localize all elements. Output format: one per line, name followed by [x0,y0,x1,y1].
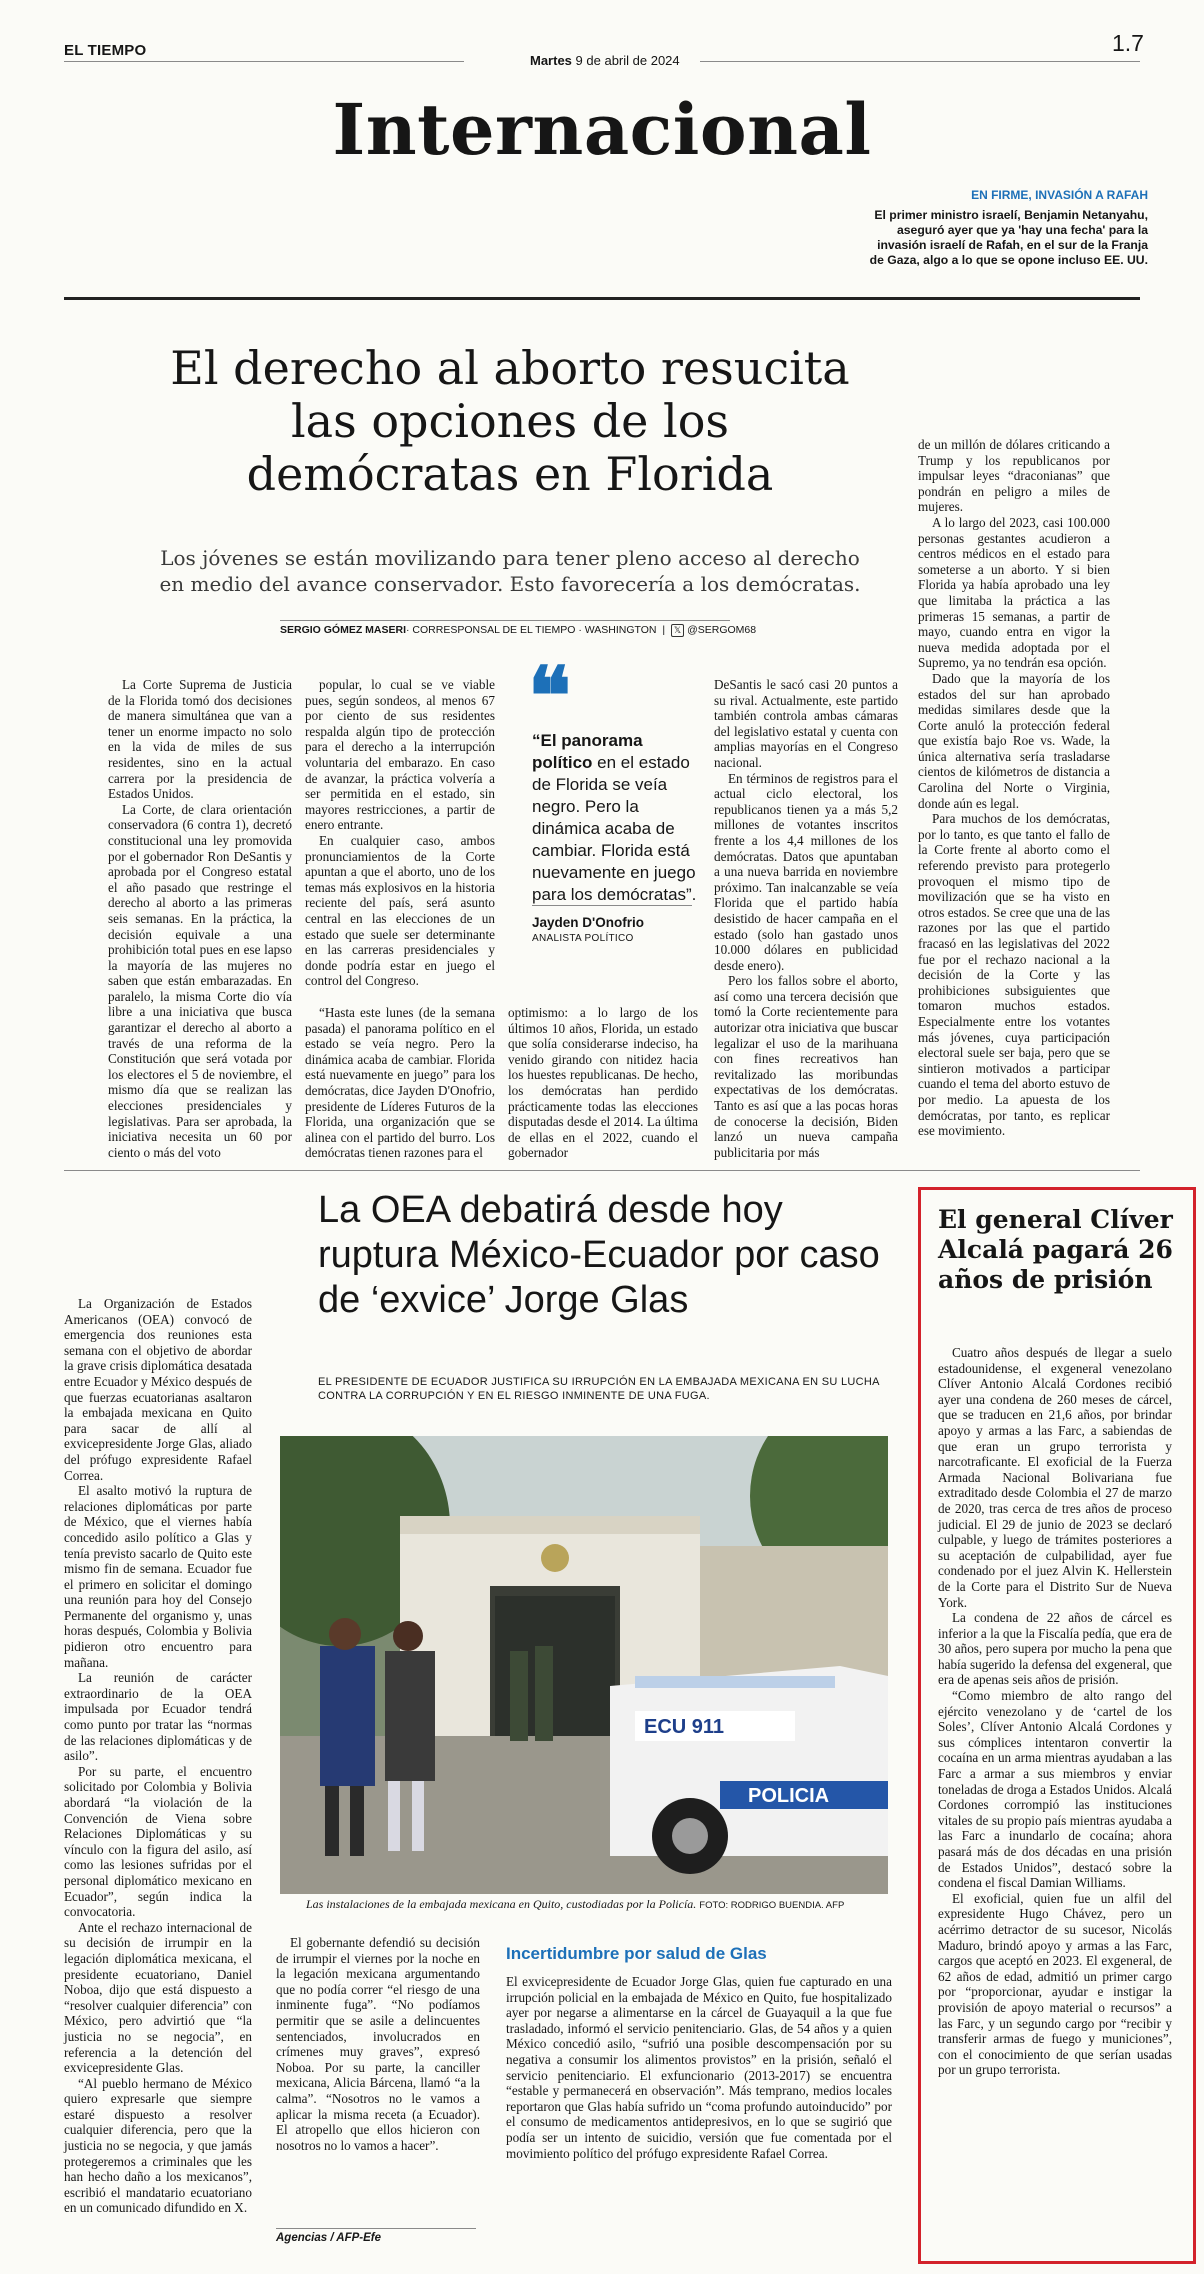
byline-handle: @SERGOM68 [687,624,757,636]
paragraph: Dado que la mayoría de los estados del sur han aprobado medidas similares desde que la Corte anuló la protección federal que existía bajo Roe vs. Wade, la única alternativa sería trasladarse cientos de kilómetros de distancia a Carolina del Norte o Virginia, donde aún es legal. [918,670,1110,811]
quote-author: Jayden D'Onofrio [532,915,644,930]
photo-caption [306,1897,886,1912]
byline-role: · CORRESPONSAL DE EL TIEMPO · WASHINGTON [406,624,657,636]
story1-column-3b [508,1005,698,1161]
story1-column-4 [714,677,898,1160]
paragraph: “Al pueblo hermano de México quiero expresarle que siempre estaré dispuesto a resolver cualquier diferencia, pero que la justicia no se negocia, y que jamás protegeremos a criminales que les han hecho daño a los mexicanos”, escribió el mandatario ecuatoriano en un comunicado difundido en X. [64,2075,252,2216]
photo-sign-ecu911: ECU 911 [644,1716,725,1738]
paragraph: El gobernante defendió su decisión de irrumpir el viernes por la noche en la legación mexicana argumentando que no podía correr “el riesgo de una inminente fuga”. “No podíamos permitir que se asile a delincuentes sentenciados, involucrados en crímenes muy graves”, expresó Noboa. Por su parte, la canciller mexicana, Alicia Bárcena, llamó “a la calma”. “Nosotros no le vamos a aplicar la misma receta (a Ecuador). El atropello que ellos hicieron con nosotros no lo vamos a hacer”. [276,1935,480,2153]
pull-quote [532,730,702,906]
sidebar-title: Incertidumbre por salud de Glas [506,1944,767,1963]
paragraph: DeSantis le sacó casi 20 puntos a su rival. Actualmente, este partido también controla ambas cámaras del legislativo estatal y cuenta con amplias mayorías en el Congreso nacional. [714,677,898,770]
paper-name: EL TIEMPO [64,42,147,59]
paragraph: popular, lo cual se ve viable pues, según sondeos, al menos 67 por ciento de sus residentes respalda algún tipo de protección para el derecho a la interrupción voluntaria del embarazo. En caso de avanzar, la práctica volvería a ser permitida en el estado, sin mayores restricciones, a partir de enero entrante. [305,677,495,833]
paragraph: El asalto motivó la ruptura de relaciones diplomáticas por parte de México, que el viernes había concedido asilo político a Glas y tenía previsto sacarlo de Quito este mismo fin de semana. Ecuador fue el primero en solicitar el domingo una reunión para hoy del Consejo Permanente del organismo y, unas horas después, Colombia y Bolivia pidieron otro encuentro para mañana. [64,1483,252,1670]
x-logo-icon: 𝕏 [671,624,684,637]
story1-column-1 [108,677,292,1160]
paragraph: “Hasta este lunes (de la semana pasada) el panorama político en el estado se veía negro. Pero la dinámica acaba de cambiar. Florida está nuevamente en juego” para los demócratas, dice Jayden D'Onofrio, presidente de Líderes Futuros de la Florida, una organización que se alinea con el partido del burro. Los demócratas tienen razones para el [305,1005,495,1161]
story1-column-5 [918,437,1110,1139]
paragraph: En términos de registros para el actual ciclo electoral, los republicanos tienen ya a más 5,2 millones de votantes inscritos frente a los 4,4 millones de los demócratas. Datos que apuntaban a una nueva barrida en noviembre próximo. Tan inalcanzable se veía Florida que el partido había desistido de hacer campaña en el estado (solo han gastado unos 10.000 dólares en publicidad desde enero). [714,770,898,973]
story-divider [64,1170,1140,1171]
quote-mark-icon: ❝ [528,649,572,743]
embassy-photo [280,1436,888,1894]
byline-rule [280,620,730,621]
paragraph: En cualquier caso, ambos pronunciamientos de la Corte apuntan a que el aborto, uno de los temas más explosivos en la historia reciente del país, será asunto central en las elecciones de un estado que suele ser determinante en las carreras presidenciales y donde podría estar en juego el control del Congreso. [305,832,495,989]
paragraph: La Organización de Estados Americanos (OEA) convocó de emergencia dos reuniones esta semana con el objetivo de abordar la grave crisis diplomática desatada entre Ecuador y México después de que fuerzas ecuatorianas asaltaron la embajada mexicana en Quito para sacar de allí al exvicepresidente Jorge Glas, aliado del prófugo expresidente Rafael Correa. [64,1296,252,1483]
paragraph: A lo largo del 2023, casi 100.000 personas gestantes acudieron a centros médicos en el estado para someterse a un aborto. Y si bien Florida ya había aprobado una ley que limitaba la práctica a las primeras 15 semanas, a partir de mayo, cuando entra en vigor la nueva medida adoptada por el Supremo, ya no tendrán esa opción. [918,514,1110,671]
date-line [530,53,680,68]
photo-sign-policia: POLICIA [748,1785,830,1807]
quote-role: ANALISTA POLÍTICO [532,933,634,944]
quote-rule [532,905,692,906]
pull-quote-rest: en el estado de Florida se veía negro. Pero la dinámica acaba de cambiar. Florida está nuevamente en juego para los demócratas”. [532,753,697,904]
paragraph: La reunión de carácter extraordinario de la OEA impulsada por Ecuador tendrá como punto por tratar las “normas de las relaciones diplomáticas y de asilo”. [64,1670,252,1764]
brief-text: El primer ministro israelí, Benjamin Netanyahu, aseguró ayer que ya 'hay una fecha' para la invasión israelí de Rafah, en el sur de la Franja de Gaza, algo a lo que se opone incluso EE. UU. [869,208,1148,267]
story1-subhead: Los jóvenes se están movilizando para tener pleno acceso al derecho en medio del avance conservador. Esto favorecería a los demócratas. [159,546,861,596]
story3-body [938,1345,1172,2078]
paragraph: Por su parte, el encuentro solicitado por Colombia y Bolivia abordará “la violación de la Convención de Viena sobre Relaciones Diplomáticas y su vínculo con la figura del asilo, así como las lesiones sufridas por el personal diplomático mexicano en Ecuador”, según indica la convocatoria. [64,1763,252,1920]
story1-column-2b [305,1005,495,1161]
story2-deck: EL PRESIDENTE DE ECUADOR JUSTIFICA SU IRRUPCIÓN EN LA EMBAJADA MEXICANA EN SU LUCHA CONTRA LA CORRUPCIÓN Y EN EL RIESGO INMINENTE DE UNA FUGA. [318,1376,880,1402]
section-title: Internacional [332,88,872,171]
story1-column-2 [305,677,495,989]
agencies-rule [276,2228,476,2229]
paragraph: optimismo: a lo largo de los últimos 10 años, Florida, un estado que solía considerarse indeciso, ha venido girando con nitidez hacia los huestes republicanas. De hecho, los demócratas han perdido prácticamente todas las elecciones disputadas desde el 2014. La última de ellas en el 2022, cuando el gobernador [508,1005,698,1161]
header-rule-left [64,61,464,62]
pull-quote-bold: “El panorama político [532,731,643,772]
paragraph: El exoficial, quien fue un alfil del expresidente Hugo Chávez, pero un acérrimo detractor de su sucesor, Nicolás Maduro, brindó apoyo y armas a las Farc, cargos que aceptó en 2023. El exgeneral, de 62 años de edad, admitió un primer cargo por “proporcionar, ayudar e instigar la provisión de apoyo material o recursos” a las Farc, y un segundo cargo por “recibir y transferir armas de fuego y municiones”, con el conocimiento de que serían usadas por un grupo terrorista. [938,1890,1172,2078]
paragraph: de un millón de dólares criticando a Trump y los republicanos por impulsar leyes “draconianas” que pondrán en peligro a miles de mujeres. [918,437,1110,515]
date-day: Martes [530,53,572,68]
embassy-photo-illustration [280,1436,888,1894]
paragraph: Para muchos de los demócratas, por lo tanto, es que tanto el fallo de la Corte frente al aborto como el referendo previsto para protegerlo provoquen el mismo tipo de movilización que se ha visto en otros estados. Se cree que una de las razones por las que el partido fracasó en las legislativas del 2022 fue por el rechazo nacional a la decisión de la Corte y las prohibiciones subsiguientes que tomaron muchos estados. Especialmente entre los votantes más jóvenes, cuya participación electoral suele ser baja, pero que se sintieron motivados a participar cuando el tema del aborto estuvo de por medio. La apuesta de los demócratas, por tanto, es replicar ese movimiento. [918,811,1110,1139]
paragraph: Ante el rechazo internacional de su decisión de irrumpir en la legación diplomática mexicana, el presidente ecuatoriano, Daniel Noboa, dijo que está dispuesto a “resolver cualquier diferencia” con México, pero advirtió que “la justicia no se negocia”, en referencia a la detención del exvicepresidente Glas. [64,1919,252,2076]
story3-headline: El general Clíver Alcalá pagará 26 años de prisión [938,1205,1173,1294]
paragraph: La condena de 22 años de cárcel es inferior a la que la Fiscalía pedía, que era de 30 años, pero supera por mucho la pena que había sugerido la defensa del exgeneral, que era de apenas seis años de prisión. [938,1610,1172,1688]
byline-name: SERGIO GÓMEZ MASERI [280,624,407,636]
story2-column-2 [276,1935,480,2153]
paragraph: Cuatro años después de llegar a suelo estadounidense, el exgeneral venezolano Clíver Antonio Alcalá Cordones recibió ayer una condena de 260 meses de cárcel, que se traducen en 21,6 años, por brindar apoyo y armas a las Farc, a sabiendas de que eran un grupo terrorista y narcotraficante. El exoficial de la Fuerza Armada Nacional Bolivariana fue extraditado desde Colombia el 27 de marzo de 2020, tras cerca de tres años de proceso judicial. El 29 de junio de 2023 se declaró culpable, y luego de trámites posteriores a su aceptación de culpabilidad, ayer fue condenado por el juez Alvin K. Hellerstein de la Corte para el Distrito Sur de Nueva York. [938,1345,1172,1610]
date-rest: 9 de abril de 2024 [575,53,680,68]
photo-credit: FOTO: RODRIGO BUENDIA. AFP [699,1900,845,1911]
story2-agencies: Agencias / AFP-Efe [276,2232,382,2244]
header-rule-right [700,61,1140,62]
page-number: 1.7 [1112,30,1144,56]
story1-byline: SERGIO GÓMEZ MASERI· CORRESPONSAL DE EL TIEMPO · WASHINGTON | 𝕏 @SERGOM68 [280,624,757,636]
paragraph: La Corte, de clara orientación conservadora (6 contra 1), decretó constitucional una ley promovida por el gobernador Ron DeSantis y aprobada por el Congreso estatal el año pasado que restringe el derecho al aborto a las primeras seis semanas. En la práctica, la decisión equivale a una prohibición total pues en ese lapso la mayoría de las mujeres no saben que están embarazadas. En paralelo, la misma Corte dio vía libre a una iniciativa que busca garantizar el derecho al aborto a través de una reforma de la Constitución que será votada por los electores el 5 de noviembre, el mismo día que se realizan las elecciones presidenciales y legislativas. Para ser aprobada, la iniciativa necesita un 60 por ciento o más del voto [108,801,292,1160]
paragraph: La Corte Suprema de Justicia de la Florida tomó dos decisiones de manera simultánea que van a tener un enorme impacto no solo en la vida de miles de sus residentes, sino en la actual carrera por la presidencia de Estados Unidos. [108,677,292,802]
section-divider [64,297,1140,300]
paragraph: Pero los fallos sobre el aborto, así como una tercera decisión que tomó la Corte recientemente para autorizar otra iniciativa que buscar legalizar el uso de la marihuana con fines recreativos han revitalizado las moribundas expectativas de los demócratas. Tanto es así que a las pocas horas de conocerse la decisión, Biden lanzó un nueva campaña publicitaria por más [714,973,898,1160]
story2-column-1 [64,1296,252,2216]
photo-caption-text: Las instalaciones de la embajada mexicana en Quito, custodiadas por la Policía. [306,1897,697,1911]
story1-headline: El derecho al aborto resucita las opciones de los demócratas en Florida [170,341,850,501]
paragraph: “Como miembro de alto rango del ejército venezolano y de ‘cartel de los Soles’, Clíver Antonio Alcalá Cordones y sus cómplices intentaron convertir la cocaína en un arma mientras ayudaban a las Farc a armar a sus miembros y enviar toneladas de droga a Estados Unidos. Alcalá Cordones corrompió las instituciones vitales de su propio país mientras ayudaba a las Farc a inundarlo de cocaína; ahora pasará más de dos décadas en una prisión de Estados Unidos”, destacó sobre la condena el fiscal Damian Williams. [938,1688,1173,1891]
brief-kicker: EN FIRME, INVASIÓN A RAFAH [971,188,1148,202]
story2-headline: La OEA debatirá desde hoy ruptura México-Ecuador por caso de ‘exvice’ Jorge Glas [318,1189,880,1321]
sidebar-text: El exvicepresidente de Ecuador Jorge Glas, quien fue capturado en una irrupción policial en la embajada de México en Quito, fue hospitalizado ayer por negarse a alimentarse en la cárcel de Guayaquil a la que fue trasladado, informó el servicio penitenciario. Glas, de 54 años y a quien México concedió asilo, “sufrió una posible descompensación por su negativa a consumir los alimentos provistos” en la prisión, señaló el servicio penitenciario. El exfuncionario (2013-2017) se encuentra “estable y permanecerá en observación”. Más temprano, medios locales reportaron que Glas había sufrido un “coma profundo autoinducido” por el consumo de medicamentos antidepresivos, en lo que se sugirió que podía ser un intento de suicidio, versión que fue comentada por el movimiento político del prófugo expresidente Rafael Correa. [506,1974,892,2161]
